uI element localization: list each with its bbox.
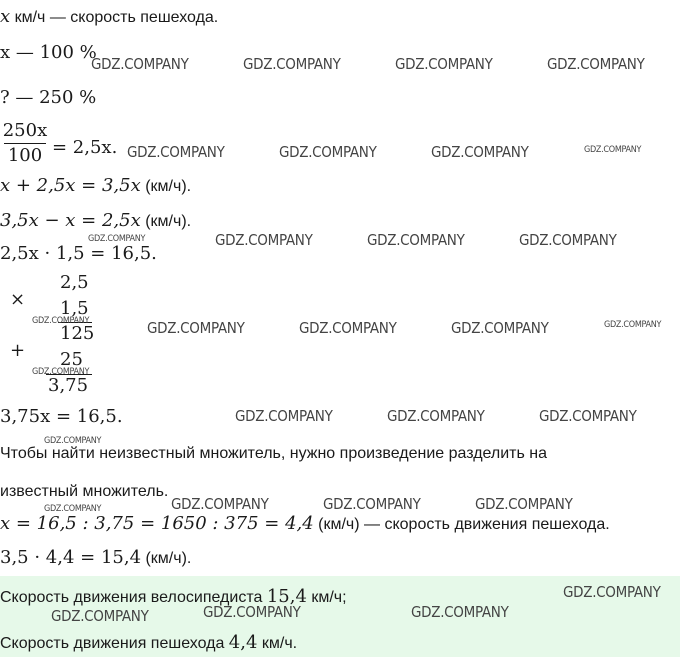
watermark: GDZ.COMPANY: [44, 436, 102, 446]
watermark: GDZ.COMPANY: [32, 316, 90, 326]
column-row-4: 25: [60, 349, 83, 370]
line-proportion-1: x — 100 %: [0, 42, 97, 63]
fraction-bar: [4, 143, 46, 144]
watermark: GDZ.COMPANY: [299, 319, 397, 337]
watermark: GDZ.COMPANY: [51, 607, 149, 625]
watermark: GDZ.COMPANY: [279, 143, 377, 161]
fraction: [0, 120, 50, 167]
watermark: GDZ.COMPANY: [367, 231, 465, 249]
rule-text-2: известный множитель.: [0, 483, 169, 500]
column-row-5: 3,75: [48, 375, 89, 396]
watermark: GDZ.COMPANY: [127, 143, 225, 161]
watermark: GDZ.COMPANY: [243, 55, 341, 73]
watermark: GDZ.COMPANY: [387, 407, 485, 425]
watermark: GDZ.COMPANY: [171, 495, 269, 513]
watermark: GDZ.COMPANY: [584, 145, 642, 155]
watermark: GDZ.COMPANY: [147, 319, 245, 337]
fraction-denominator: 100: [7, 145, 43, 166]
watermark: GDZ.COMPANY: [411, 603, 509, 621]
line-speed-difference: 3,5x − x = 2,5x (км/ч).: [0, 210, 192, 231]
watermark: GDZ.COMPANY: [547, 55, 645, 73]
column-plus-sign: +: [10, 340, 26, 361]
watermark: GDZ.COMPANY: [91, 55, 189, 73]
watermark: GDZ.COMPANY: [604, 320, 662, 330]
column-row-1: 2,5: [60, 272, 89, 293]
line-variable-definition: x км/ч — скорость пешехода.: [0, 6, 219, 27]
column-row-2: 1,5: [60, 298, 89, 319]
watermark: GDZ.COMPANY: [235, 407, 333, 425]
answer-pedestrian: Скорость движения пешехода 4,4 км/ч.: [0, 632, 298, 653]
fraction-numerator: 250x: [2, 120, 48, 141]
watermark: GDZ.COMPANY: [539, 407, 637, 425]
line-proportion-2: ? — 250 %: [0, 87, 97, 108]
watermark: GDZ.COMPANY: [475, 495, 573, 513]
watermark: GDZ.COMPANY: [431, 143, 529, 161]
watermark: GDZ.COMPANY: [519, 231, 617, 249]
line-cyclist-speed-expr: x + 2,5x = 3,5x (км/ч).: [0, 175, 192, 196]
fraction-result: = 2,5x.: [52, 137, 118, 158]
column-times-sign: ×: [10, 289, 26, 310]
watermark: GDZ.COMPANY: [323, 495, 421, 513]
watermark: GDZ.COMPANY: [215, 231, 313, 249]
rule-text-1: Чтобы найти неизвестный множитель, нужно произведение разделить на: [0, 445, 548, 462]
watermark: GDZ.COMPANY: [563, 583, 661, 601]
watermark: GDZ.COMPANY: [32, 367, 90, 377]
line-cyclist-speed: 3,5 · 4,4 = 15,4 (км/ч).: [0, 547, 192, 568]
line-pedestrian-speed: x = 16,5 : 3,75 = 1650 : 375 = 4,4 (км/ч) — скорость движения пешехода.: [0, 513, 610, 534]
watermark: GDZ.COMPANY: [203, 603, 301, 621]
line-equation: 2,5x · 1,5 = 16,5.: [0, 243, 157, 264]
answer-cyclist: Скорость движения велосипедиста 15,4 км/ч;: [0, 586, 347, 607]
watermark: GDZ.COMPANY: [395, 55, 493, 73]
watermark: GDZ.COMPANY: [88, 234, 146, 244]
column-row-3: 125: [60, 323, 95, 344]
watermark: GDZ.COMPANY: [44, 504, 102, 514]
line-simplified-equation: 3,75x = 16,5.: [0, 406, 123, 427]
watermark: GDZ.COMPANY: [451, 319, 549, 337]
